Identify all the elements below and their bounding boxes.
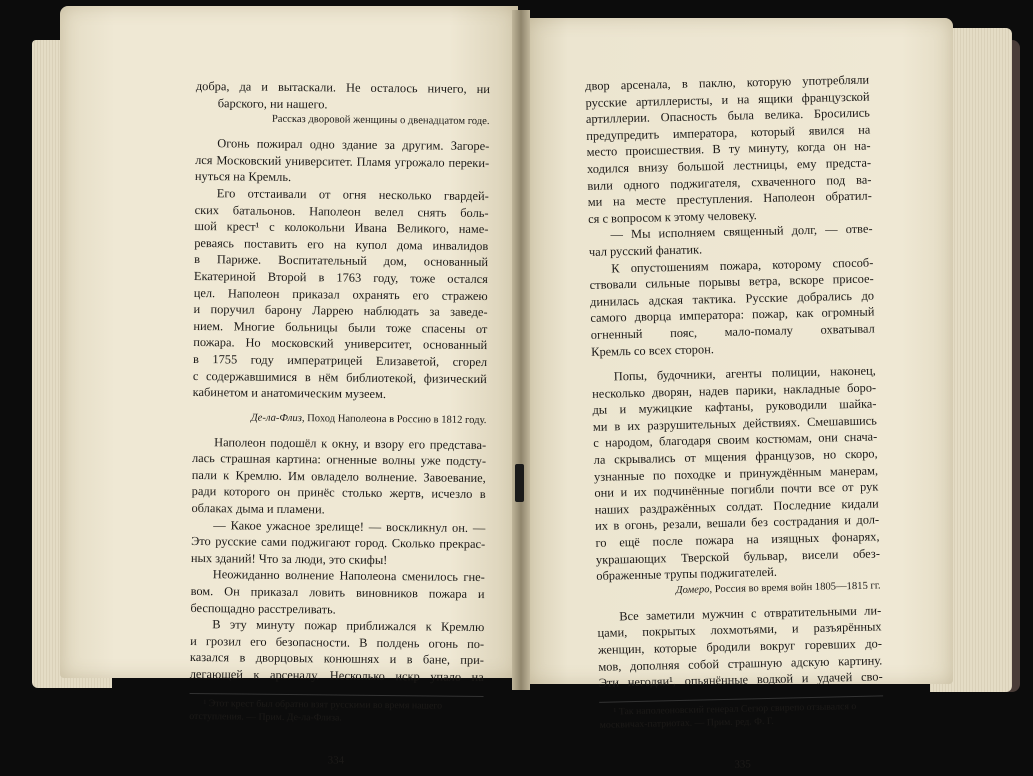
bookmark-ribbon xyxy=(515,464,524,502)
book-gutter xyxy=(512,10,530,690)
page-number: 335 xyxy=(734,758,751,771)
left-page-text xyxy=(189,78,490,770)
paragraph: Наполеон подошёл к окну, и взору его представа- лась страшная картина: огненные волны уже подсту- пали к Кремлю. Им овладело волнение. Завоевание, ради которого он принёс столько жертв, исчезло в облаках дыма и пламени. xyxy=(191,434,487,517)
paragraph: К опустошениям пожара, которому способ- ствовали сильные порывы ветра, вскоре присое- динилась адская тактика. Русские добрались до самого дворца императора: пожар, как огромный огненный пояс, мало-помалу охватывал Кремль со всех сторон. xyxy=(589,255,875,359)
paragraph: Все заметили мужчин с отвратительными ли- цами, покрытых лохмотьями, и разъярённых женщин, которые бродили вокруг горевших до- мов, дополняя собой страшную адскую картину. Эти негодяи¹, опьянённые водкой и удачей сво- xyxy=(597,603,883,691)
paragraph: Его отстаивали от огня несколько гвардей- ских батальонов. Наполеон велел снять боль- шой крест¹ с колокольни Ивана Великого, наме- реваясь поставить его на купол дома инвалидов в Париже. Воспитательный дом, основанный Екатериной Второй в 1763 году, тоже остался цел. Наполеон приказал охранять его стражею и поручил барону Ларрею наблюдать за заведе- нием. Многие больницы были тоже спасены от пожара. Но московский университет, основанный в 1755 году императрицей Елизаветой, сгорел с содержавшимися в нём библиотекой, физический кабинетом и анатомическим музеем. xyxy=(192,186,489,402)
footnote: ¹ Так наполеоновский генерал Сегюр свирепо отзывался о xyxy=(613,700,857,718)
citation: Рассказ дворовой женщины о двенадцатом годе. xyxy=(271,113,490,128)
page-number: 334 xyxy=(327,754,345,767)
text-line: барского, ни нашего. xyxy=(217,95,328,111)
footnote: москвичах-патриотах. — Прим. ред. Ф. Г. xyxy=(599,715,774,731)
paragraph: двор арсенала, в паклю, которую употребляли русские артиллеристы, и на ящики французской артиллерии. Опасность была велика. Бросились предупредить императора, который явился на место происшествия. В ту минуту, когда он на- ходился внизу большой лестницы, ему предста- вили одного поджигателя, схваченного под ва- ми на месте преступления. Наполеон обратил- ся с вопросом к этому человеку. xyxy=(585,72,872,226)
paragraph: В эту минуту пожар приближался к Кремлю и грозил его безопасности. В полдень огонь по- казался в дворцовых конюшнях и в бане, при- легающей к арсеналу. Несколько искр упало на xyxy=(189,617,485,685)
footnote-rule xyxy=(190,693,484,697)
paragraph: — Мы исполняем священный долг, — отве- чал русский фанатик. xyxy=(588,221,873,259)
paragraph: Огонь пожирал одно здание за другим. Загоре- лся Московский университет. Пламя угрожало переки- нуться на Кремль. xyxy=(194,136,490,185)
right-page-text xyxy=(585,72,885,776)
footnote: отступления. — Прим. Де-ла-Флиза. xyxy=(189,710,342,724)
text-line: добра, да и вытаскали. Не осталось ничего, ни xyxy=(195,78,490,97)
paragraph: Попы, будочники, агенты полиции, наконец, несколько дворян, надев парики, накладные боро- ды и мужицкие кафтаны, руководили шайка- ми в их разрушительных действиях. Смешавшись с народом, благодаря своим костюмам, они снача- ла скрывались от мщения французов, но скоро, узнанные по походке и принуждённым манерам, они и их подчинённые погибли почти все от рук наших раздражённых солдат. Последние кидали их в огонь, резали, вешали без сострадания и дол- го ещё после пожара на изящных фонарях, украшающих Тверской бульвар, висели обез- ображенные трупы поджигателей. xyxy=(592,363,881,584)
citation: Де-ла-Флиз, Поход Наполеона в Россию в 1812 году. xyxy=(250,412,487,426)
citation: Домеро, Россия во время войн 1805—1815 гг. xyxy=(675,580,881,596)
footnote: ¹ Этот крест был обратно взят русскими во время нашего xyxy=(203,697,443,712)
paragraph: Неожиданно волнение Наполеона сменилось гне- вом. Он приказал ловить виновников пожара и беспощадно расстреливать. xyxy=(190,567,485,617)
paragraph: — Какое ужасное зрелище! — воскликнул он. — Это русские сами поджигают город. Сколько прекрас- ных зданий! Что за люди, это скифы! xyxy=(190,517,486,567)
